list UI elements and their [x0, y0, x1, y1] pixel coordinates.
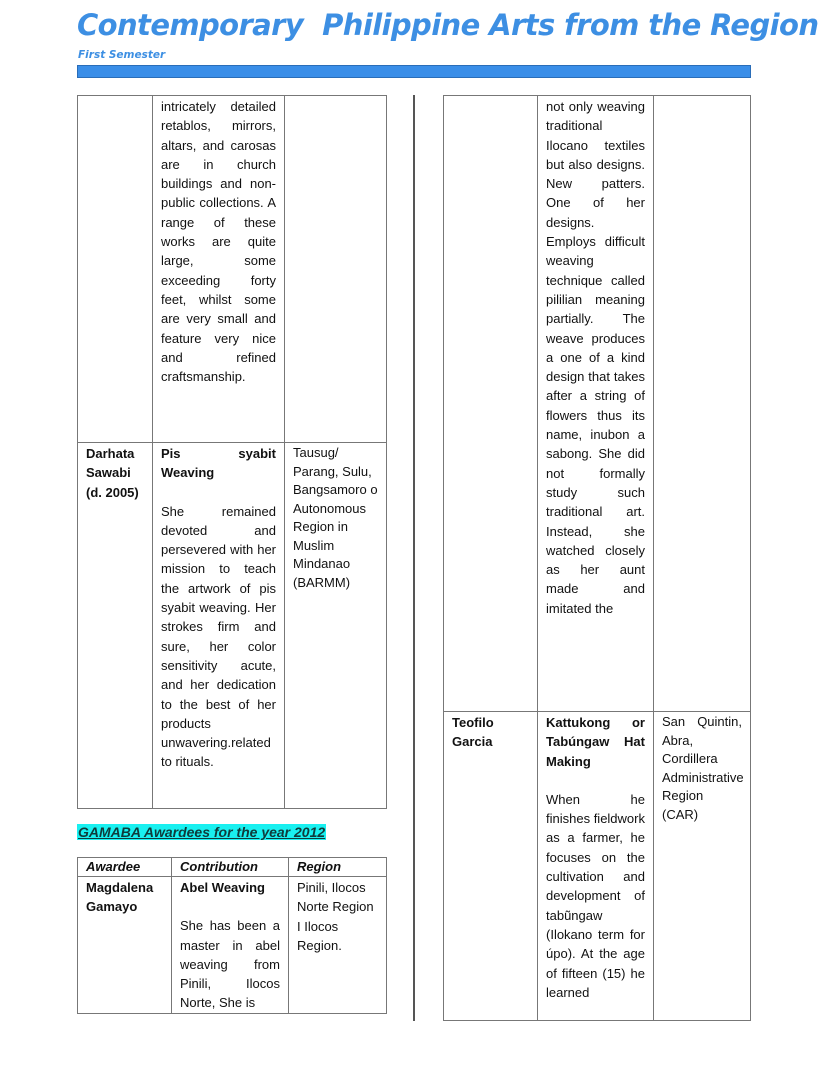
column-divider — [413, 95, 415, 1021]
table-header-row — [78, 858, 387, 877]
contribution-text: She has been a master in abel weaving from Pinili, Ilocos Norte, She is — [180, 918, 280, 1011]
section-heading: GAMABA Awardees for the year 2012 — [78, 824, 326, 840]
region-cell: Tausug/ Parang, Sulu, Bangsamoro o Autonomous Region in Muslim Mindanao (BARMM) — [285, 443, 387, 809]
table-row — [444, 712, 751, 1021]
document-title: Contemporary Philippine Arts from the Region — [77, 8, 819, 42]
right-awardee-table — [443, 95, 751, 1021]
table-row — [444, 96, 751, 712]
contribution-title: Kattukong or Tabúngaw Hat Making — [546, 715, 645, 769]
region-cell — [285, 96, 387, 443]
contribution-title: Abel Weaving — [180, 880, 266, 895]
contribution-text: not only weaving traditional Ilocano textiles but also designs. New patters. One of her designs. Employs difficult weaving technique called pililian meaning partially. The weave produces a one of a kind design that takes after a string of flowers thus its name, inubon a sabong. She did not formally study such traditional art. Instead, she watched closely as her aunt made and imitated the — [546, 99, 645, 616]
awardee-cell — [78, 96, 153, 443]
contribution-text: When he finishes fieldwork as a farmer, he focuses on the cultivation and development of tabũngaw (Ilokano term for úpo). At the age of fifteen (15) he learned — [546, 791, 645, 1000]
column-header-awardee: Awardee — [78, 858, 172, 877]
header-bar — [77, 65, 751, 78]
awardees-2012-table — [77, 857, 387, 1014]
table-row — [78, 877, 387, 1014]
awardee-cell: Darhata Sawabi (d. 2005) — [78, 443, 153, 809]
contribution-text: She remained devoted and persevered with her mission to teach the artwork of pis syabit weaving. Her strokes firm and sure, her color sensitivity acute, and her dedication to the best of her products unwavering.related to rituals. — [161, 503, 276, 770]
awardee-cell — [444, 96, 538, 712]
contribution-cell — [538, 96, 654, 712]
table-row — [78, 96, 387, 443]
awardee-cell: Magdalena Gamayo — [78, 877, 172, 1014]
region-cell — [654, 96, 751, 712]
contribution-cell — [172, 877, 289, 1014]
awardee-cell: Teofilo Garcia — [444, 712, 538, 1021]
contribution-cell — [153, 443, 285, 809]
column-header-region: Region — [289, 858, 387, 877]
left-awardee-table — [77, 95, 387, 809]
table-row — [78, 443, 387, 809]
region-cell: San Quintin, Abra, Cordillera Administrative Region (CAR) — [654, 712, 751, 1021]
contribution-text: intricately detailed retablos, mirrors, altars, and carosas are in church buildings and non-public collections. A range of these works are quite large, some exceeding forty feet, whilst some are very small and feature very nice and refined craftsmanship. — [161, 99, 276, 385]
document-subtitle: First Semester — [78, 49, 166, 61]
contribution-cell — [538, 712, 654, 1021]
region-cell: Pinili, Ilocos Norte Region I Ilocos Region. — [289, 877, 387, 1014]
contribution-title: Pis syabit Weaving — [161, 446, 276, 481]
contribution-cell — [153, 96, 285, 443]
column-header-contribution: Contribution — [172, 858, 289, 877]
